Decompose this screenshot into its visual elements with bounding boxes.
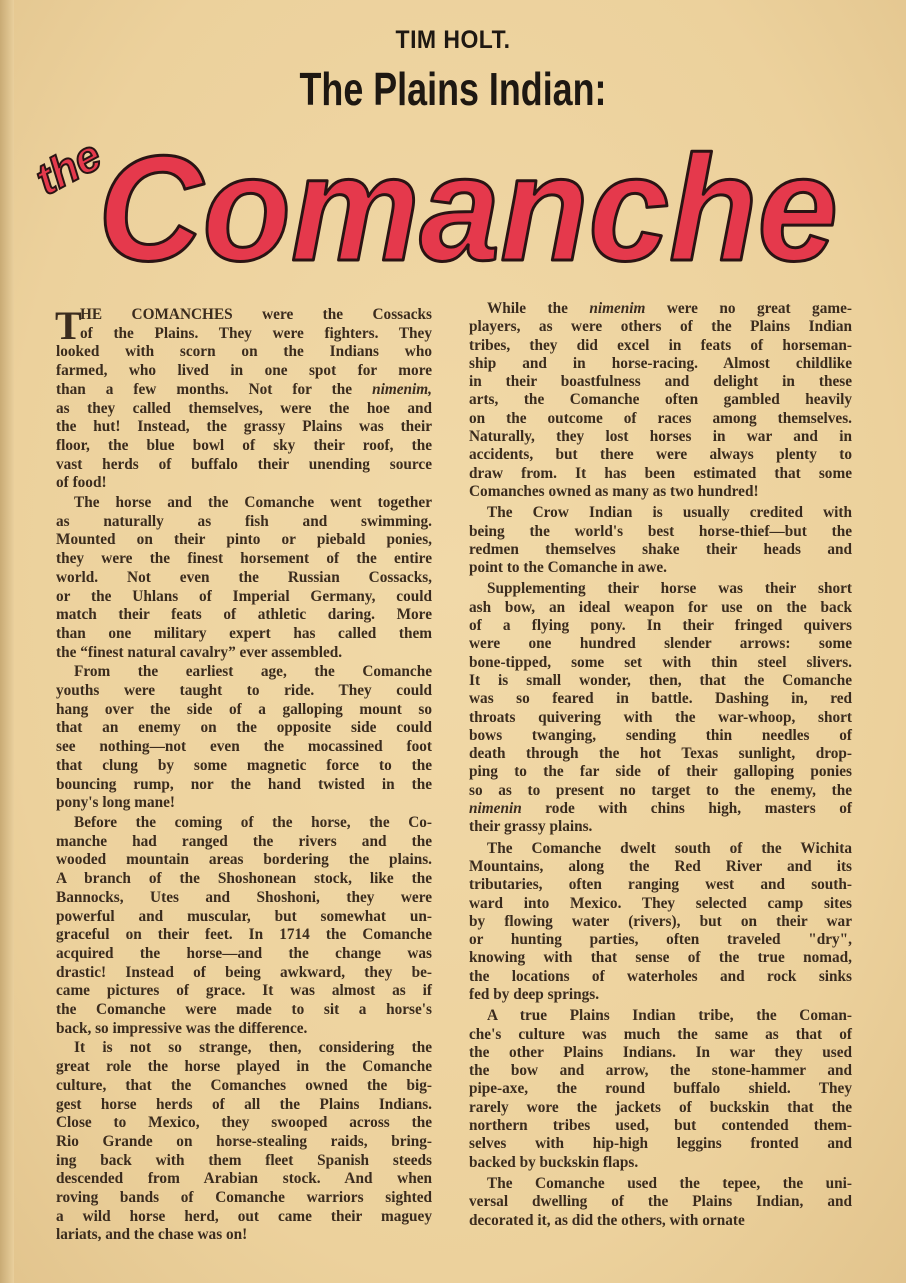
paragraph [56,663,432,813]
paragraph [56,1039,432,1245]
paragraph [56,814,432,1038]
paragraph [469,1007,852,1172]
text-line: rarely wore the jackets of buckskin that the [469,1098,852,1116]
text-line: bows twanging, sending thin needles of [469,726,852,744]
page-spine-shadow [0,0,14,1283]
text-line: lariats, and the chase was on! [56,1226,248,1244]
text-line: back, so impressive was the difference. [56,1019,308,1037]
text-line: they were the finest horsement of the entire [56,550,432,568]
text-line: the locations of waterholes and rock sinks [469,967,852,985]
comanche-logo [20,115,880,295]
text-line: knowing with that sense of the true nomad, [469,949,852,967]
text-line [469,300,852,318]
paragraph [469,300,852,501]
text-line: roving bands of Comanche warriors sighted [56,1189,432,1207]
text-line: Close to Mexico, they swooped across the [56,1114,432,1132]
text-line: the Comanche were made to sit a horse's [56,1001,432,1019]
text-line: looked with scorn on the Indians who [56,343,432,361]
text-segment: than a few months. Not for the [56,380,373,398]
text-line: bouncing rump, nor the hand twisted in the [56,775,432,793]
text-line: The Crow Indian is usually credited with [487,504,852,522]
text-line: versal dwelling of the Plains Indian, and [469,1193,852,1211]
text-line: A branch of the Shoshonean stock, like the [56,870,432,888]
text-line: of the Plains. They were fighters. They [80,324,432,342]
text-segment: rode with chins high, masters of [521,800,852,818]
text-line: A true Plains Indian tribe, the Coman- [487,1007,852,1025]
text-line: death through the hot Texas sunlight, drop- [469,745,852,763]
text-line: tributaries, often ranging west and south- [469,876,852,894]
paragraph [469,840,852,1005]
text-line: backed by buckskin flaps. [469,1153,639,1171]
text-line: descended from Arabian stock. And when [56,1170,432,1188]
article-column-right [469,300,852,1233]
paragraph [469,1175,852,1230]
paragraph [469,504,852,577]
text-line: Before the coming of the horse, the Co- [74,813,432,831]
text-line: players, as were others of the Plains Indian [469,318,852,336]
text-line: fed by deep springs. [469,985,600,1003]
italic-term: nimenim [589,300,646,317]
text-line: graceful on their feet. In 1714 the Comanche [56,926,432,944]
text-line: The Comanche used the tepee, the uni- [487,1174,852,1192]
text-line: Comanches owned as many as two hundred! [469,482,759,500]
text-line: of food! [56,474,107,492]
paragraph [469,580,852,836]
text-line: ship and in horse-racing. Almost childlike [469,354,852,372]
text-line: on the outcome of races among themselves. [469,409,852,427]
text-line: so as to present no target to the enemy, the [469,781,852,799]
text-line: pipe-axe, the round buffalo shield. They [469,1080,852,1098]
article-subtitle: The Plains Indian: [299,63,607,115]
italic-term: nimenin [469,800,522,818]
text-line: HE COMANCHES were the Cossacks [80,306,432,323]
text-line [56,381,432,400]
text-line: Bannocks, Utes and Shoshoni, they were [56,888,432,906]
text-line: Naturally, they lost horses in war and in [469,428,852,446]
paragraph [55,303,432,493]
italic-term: nimenim, [372,380,432,398]
text-line: or the Uhlans of Imperial Germany, could [56,587,432,605]
text-line [469,800,852,818]
text-line: tribes, they did excel in feats of horseman- [469,336,852,354]
text-line: culture, that the Comanches owned the big- [56,1076,432,1094]
text-line: great role the horse played in the Comanche [56,1058,432,1076]
text-line: their grassy plains. [469,818,593,836]
text-line: that an enemy on the opposite side could [56,719,432,737]
text-line: youths were taught to ride. They could [56,682,432,700]
text-line: a wild horse herd, out came their maguey [56,1207,432,1225]
text-line: than one military expert has called them [56,624,432,642]
text-line: che's culture was much the same as that of [469,1025,852,1043]
text-line: vast herds of buffalo their unending source [56,455,432,473]
text-line: arts, the Comanche often gambled heavily [469,391,852,409]
text-line: Mountains, along the Red River and its [469,857,852,875]
text-line: powerful and muscular, but somewhat un- [56,907,432,925]
article-column-left [55,303,432,1246]
paragraph [56,494,432,662]
logo-the: the [27,130,110,205]
text-line: decorated it, as did the others, with ornate [469,1211,745,1229]
text-line: selves with hip-high leggins fronted and [469,1135,852,1153]
text-line: or hunting parties, often traveled "dry", [469,931,852,949]
text-line: From the earliest age, the Comanche [74,663,432,681]
text-line: ping to the far side of their galloping ponies [469,763,852,781]
text-line: hang over the side of a galloping mount so [56,700,432,718]
text-line: wooded mountain areas bordering the plains. [56,851,432,869]
text-line: being the world's best horse-thief—but the [469,522,852,540]
text-line: the “finest natural cavalry” ever assembled. [56,643,343,661]
text-line: came pictures of grace. It was almost as if [56,982,432,1000]
text-segment: While the [487,300,590,317]
text-segment: were no great game- [645,300,852,317]
text-line: The Comanche dwelt south of the Wichita [487,839,852,857]
text-line: Supplementing their horse was their short [487,580,852,598]
text-line: that clung by some magnetic force to the [56,756,432,774]
text-line: floor, the blue bowl of sky their roof, the [56,436,432,454]
text-line: the other Plains Indians. In war they used [469,1043,852,1061]
text-line: match their feats of athletic daring. More [56,606,432,624]
text-line: It is not so strange, then, considering the [74,1039,432,1057]
text-line: ash bow, an ideal weapon for use on the back [469,598,852,616]
text-line: ward into Mexico. They selected camp sites [469,894,852,912]
text-line: Mounted on their pinto or piebald ponies, [56,531,432,549]
text-line: by flowing water (rivers), but on their war [469,912,852,930]
text-line: in their boastfulness and delight in these [469,373,852,391]
text-line: It is small wonder, then, that the Comanche [469,671,852,689]
text-line: manche had ranged the rivers and the [56,832,432,850]
text-line: The horse and the Comanche went together [74,494,432,512]
text-line: bone-tipped, some set with thin steel slivers. [469,653,852,671]
text-line: acquired the horse—and the change was [56,944,432,962]
text-line: as they called themselves, were the hoe and [56,399,432,417]
text-line: northern tribes used, but contended them- [469,1117,852,1135]
text-line: as naturally as fish and swimming. [56,512,432,530]
text-line: see nothing—not even the mocassined foot [56,738,432,756]
text-line: draw from. It has been estimated that some [469,464,852,482]
text-line: was so feared in battle. Dashing in, red [469,690,852,708]
drop-cap: T [55,303,82,348]
series-title: TIM HOLT. [395,26,511,54]
text-line: world. Not even the Russian Cossacks, [56,568,432,586]
text-line: farmed, who lived in one spot for more [56,362,432,380]
text-line: throats quivering with the war-whoop, short [469,708,852,726]
logo-comanche: Comanche [98,124,838,292]
text-line: of a flying pony. In their fringed quivers [469,617,852,635]
text-line: the hut! Instead, the grassy Plains was their [56,418,432,436]
text-line: the bow and arrow, the stone-hammer and [469,1062,852,1080]
text-line: point to the Comanche in awe. [469,559,668,577]
text-line: drastic! Instead of being awkward, they be- [56,963,432,981]
text-line: Rio Grande on horse-stealing raids, bring- [56,1132,432,1150]
text-line: were one hundred slender arrows: some [469,635,852,653]
text-line: accidents, but there were always plenty to [469,446,852,464]
text-line: ing back with them fleet Spanish steeds [56,1151,432,1169]
text-line: pony's long mane! [56,794,175,812]
text-line: redmen themselves shake their heads and [469,540,852,558]
text-line: gest horse herds of all the Plains Indians. [56,1095,432,1113]
